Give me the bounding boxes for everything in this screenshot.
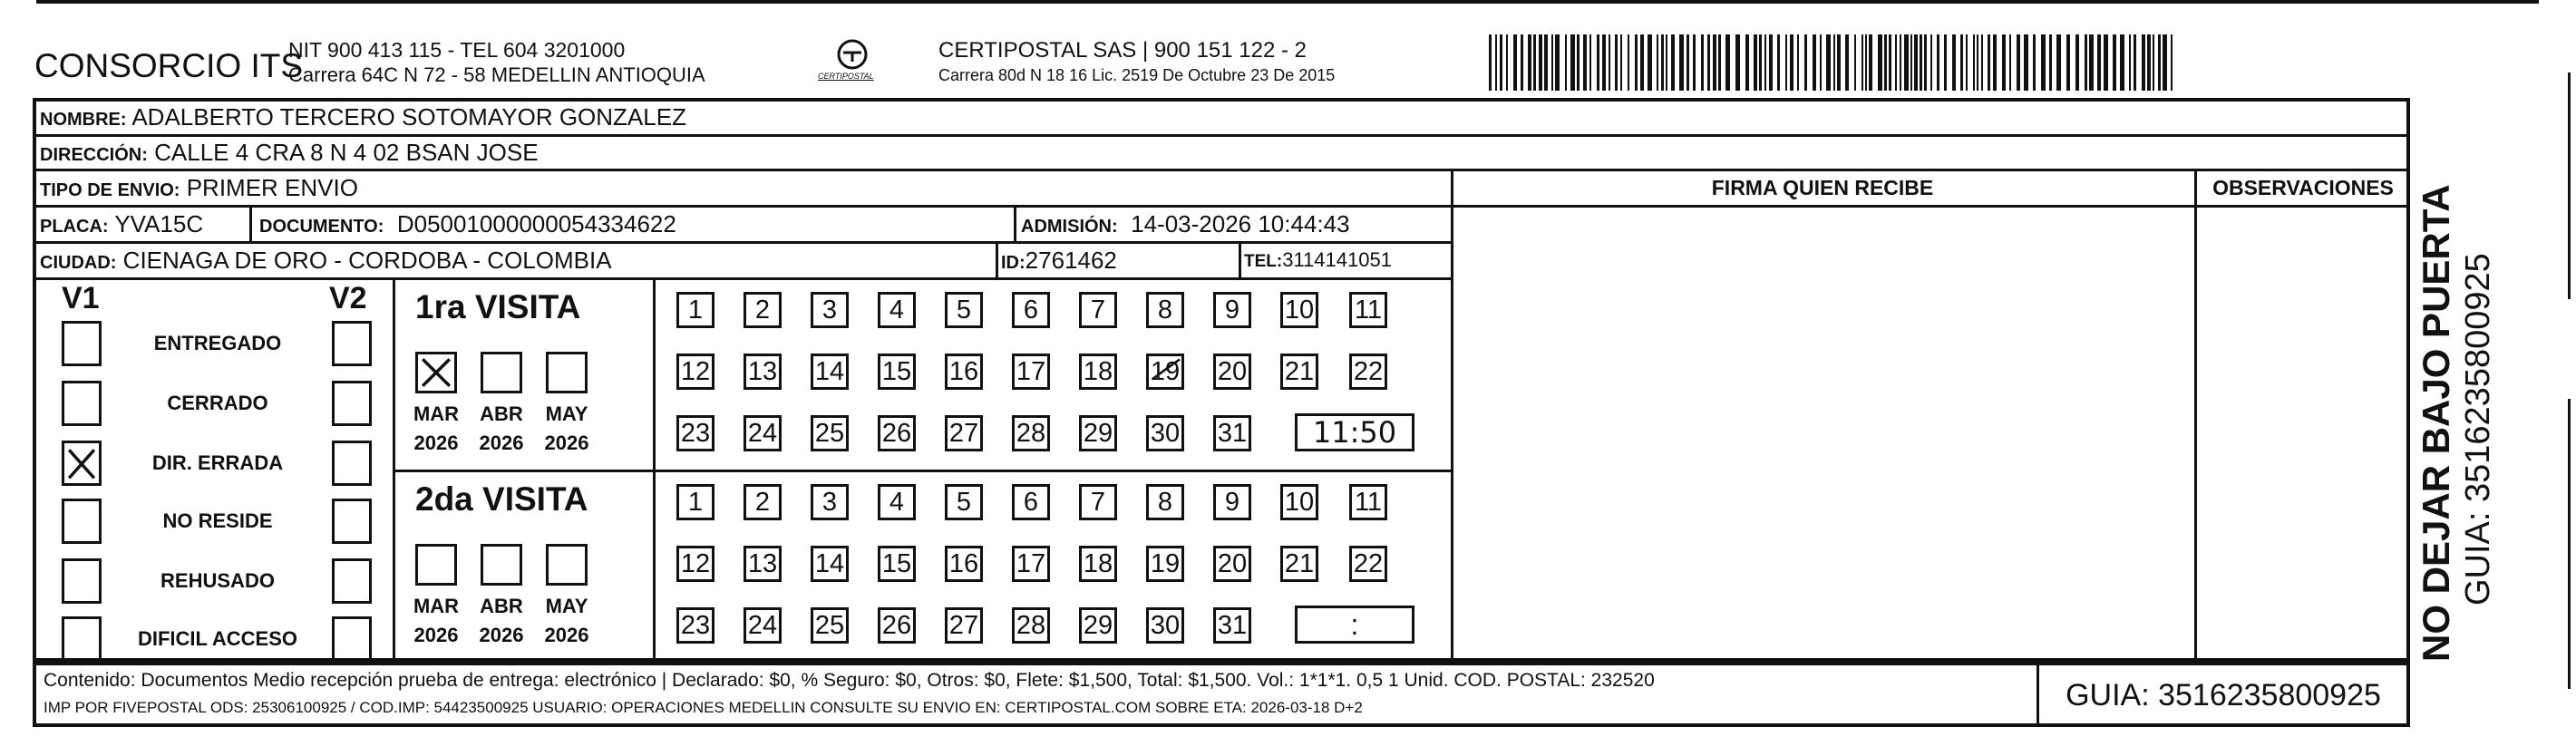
day-box[interactable] (1012, 415, 1050, 451)
day-box[interactable] (878, 546, 916, 582)
day-box[interactable] (878, 292, 916, 328)
status-label: ENTREGADO (153, 332, 282, 354)
visit-title: 1ra VISITA (415, 288, 581, 325)
day-number: 25 (814, 419, 845, 448)
day-box[interactable] (1079, 546, 1117, 582)
day-box[interactable] (744, 546, 782, 582)
day-box[interactable] (811, 354, 849, 390)
v2-checkbox[interactable] (332, 558, 372, 604)
day-box[interactable] (676, 546, 714, 582)
day-number: 8 (1157, 296, 1173, 325)
side-guia: GUIA: 3516235800925 (2459, 253, 2497, 606)
v2-checkbox[interactable] (332, 499, 372, 544)
day-box[interactable] (945, 415, 983, 451)
scan-edge (2568, 73, 2571, 299)
day-number: 15 (881, 549, 912, 578)
day-number: 1 (687, 488, 704, 517)
signature-label: FIRMA QUIEN RECIBE (1711, 176, 1934, 199)
name-value: ADALBERTO TERCERO SOTOMAYOR GONZALEZ (131, 103, 686, 131)
v2-header: V2 (329, 281, 367, 315)
day-number: 6 (1023, 296, 1039, 325)
day-number: 12 (680, 357, 711, 386)
type-value: PRIMER ENVIO (186, 174, 358, 201)
admission-value: 14-03-2026 10:44:43 (1131, 210, 1350, 237)
day-number: 3 (821, 488, 838, 517)
footer-line-1: Contenido: Documentos Medio recepción prueba de entrega: electrónico | Declarado: $0, % Seguro: $0, Otros: $0, Flete: $1,500, Total: $1,500. Vol.: 1*1*1. 0,5 1 Unid. COD. POSTAL: 232520 (44, 670, 1655, 691)
day-number: 7 (1090, 488, 1106, 517)
day-box[interactable] (1213, 607, 1251, 644)
day-box[interactable] (945, 546, 983, 582)
carrier-name: CERTIPOSTAL SAS | 900 151 122 - 2 (938, 38, 1307, 63)
day-number: 21 (1284, 549, 1315, 578)
day-number: 15 (881, 357, 912, 386)
status-label: DIR. ERRADA (151, 451, 284, 474)
visit-time-field[interactable]: : (1295, 606, 1414, 644)
month-checkbox[interactable] (546, 352, 588, 393)
month-checkbox[interactable] (481, 352, 522, 393)
month-checkbox[interactable] (415, 544, 457, 586)
admission-field (1021, 212, 1350, 236)
month-name: MAR (413, 402, 460, 425)
day-box[interactable] (1213, 354, 1251, 390)
day-box[interactable] (744, 415, 782, 451)
day-number: 28 (1016, 419, 1046, 448)
month-name: MAR (413, 595, 460, 617)
day-box[interactable] (945, 354, 983, 390)
day-number: 25 (814, 611, 845, 640)
visit-time-field[interactable]: 11:50 (1295, 413, 1414, 451)
day-number: 8 (1157, 488, 1173, 517)
day-number: 22 (1353, 549, 1384, 578)
month-checkbox[interactable] (481, 544, 522, 586)
side-notice (2417, 98, 2526, 662)
day-number: 31 (1217, 611, 1248, 640)
city-value: CIENAGA DE ORO - CORDOBA - COLOMBIA (122, 247, 612, 274)
day-number: 27 (948, 611, 979, 640)
month-name: MAY (545, 402, 588, 425)
day-box[interactable] (1079, 354, 1117, 390)
scan-edge (2568, 399, 2571, 689)
day-box[interactable] (744, 292, 782, 328)
carrier-address: Carrera 80d N 18 16 Lic. 2519 De Octubre 23 De 2015 (938, 66, 1336, 84)
id-field (1001, 248, 1117, 272)
day-box[interactable] (811, 546, 849, 582)
day-number: 2 (754, 296, 771, 325)
month-year: 2026 (413, 624, 459, 646)
day-number: 23 (680, 611, 711, 640)
v1-checkbox[interactable] (62, 321, 102, 366)
day-box[interactable] (1079, 607, 1117, 644)
document-field (259, 212, 676, 236)
day-box[interactable] (811, 607, 849, 644)
day-box[interactable] (1012, 546, 1050, 582)
day-box[interactable] (676, 354, 714, 390)
city-label: CIUDAD: (40, 253, 117, 273)
rule (395, 470, 1453, 472)
v2-checkbox[interactable] (332, 441, 372, 486)
day-box[interactable] (1146, 484, 1184, 520)
rule (33, 169, 2410, 171)
status-label: DIFICIL ACCESO (137, 627, 297, 650)
rule (1014, 205, 1016, 243)
day-number: 17 (1016, 549, 1046, 578)
scan-edge (36, 0, 2539, 4)
day-number: 19 (1150, 357, 1181, 386)
x-mark-icon (64, 443, 99, 483)
day-box[interactable] (676, 607, 714, 644)
name-field (40, 105, 686, 129)
status-label: NO RESIDE (162, 509, 273, 532)
day-number: 18 (1083, 549, 1113, 578)
day-box[interactable] (878, 415, 916, 451)
strike-mark-icon (1149, 356, 1181, 387)
rule (653, 277, 656, 662)
month-checkbox[interactable] (415, 352, 457, 393)
day-number: 24 (747, 611, 778, 640)
id-label: ID: (1001, 253, 1026, 273)
signature-area[interactable] (1453, 208, 2193, 661)
day-number: 29 (1083, 419, 1113, 448)
day-number: 26 (881, 419, 912, 448)
day-box[interactable] (744, 607, 782, 644)
day-number: 24 (747, 419, 778, 448)
type-field (40, 176, 358, 199)
day-number: 30 (1150, 419, 1181, 448)
tel-value: 3114141051 (1282, 248, 1392, 271)
v1-checkbox[interactable] (62, 441, 102, 486)
status-label: CERRADO (167, 392, 268, 414)
day-number: 14 (814, 549, 845, 578)
day-box[interactable] (1349, 292, 1387, 328)
day-box[interactable] (878, 484, 916, 520)
day-box[interactable] (1213, 415, 1251, 451)
type-label: TIPO DE ENVIO: (40, 180, 180, 200)
address-field (40, 141, 539, 164)
day-number: 20 (1217, 549, 1248, 578)
footer-line-2: IMP POR FIVEPOSTAL ODS: 25306100925 / COD.IMP: 54423500925 USUARIO: OPERACIONES MEDELLIN CONSULTE SU ENVIO EN: CERTIPOSTAL.COM SOBRE ETA: 2026-03-18 D+2 (44, 699, 1363, 716)
day-box[interactable] (878, 354, 916, 390)
month-year: 2026 (544, 431, 589, 454)
day-number: 19 (1150, 549, 1181, 578)
day-box[interactable] (1280, 354, 1318, 390)
day-number: 21 (1284, 357, 1315, 386)
address-value: CALLE 4 CRA 8 N 4 02 BSAN JOSE (154, 139, 539, 166)
document-label: DOCUMENTO: (259, 217, 384, 237)
day-box[interactable] (1146, 292, 1184, 328)
day-box[interactable] (1012, 354, 1050, 390)
day-box[interactable] (676, 415, 714, 451)
day-number: 29 (1083, 611, 1113, 640)
rule (2036, 662, 2039, 727)
footer-guia: GUIA: 3516235800925 (2066, 678, 2381, 712)
day-number: 27 (948, 419, 979, 448)
rule (1239, 243, 1241, 279)
visit-title: 2da VISITA (415, 480, 588, 518)
address-label: DIRECCIÓN: (40, 145, 148, 165)
day-number: 31 (1217, 419, 1248, 448)
day-box[interactable] (878, 607, 916, 644)
day-box[interactable] (1079, 292, 1117, 328)
observations-area[interactable] (2197, 208, 2407, 661)
month-name: ABR (480, 595, 523, 617)
day-box[interactable] (945, 607, 983, 644)
plate-value: YVA15C (114, 210, 204, 237)
city-field (40, 248, 612, 272)
day-number: 11 (1354, 488, 1383, 517)
company-address: Carrera 64C N 72 - 58 MEDELLIN ANTIOQUIA (288, 63, 705, 86)
tel-label: TEL: (1244, 252, 1283, 271)
day-number: 10 (1284, 488, 1315, 517)
v2-checkbox[interactable] (332, 381, 372, 426)
day-box[interactable] (1079, 415, 1117, 451)
day-box[interactable] (1349, 354, 1387, 390)
day-box[interactable] (1213, 292, 1251, 328)
plate-field (40, 212, 203, 236)
day-box[interactable] (1146, 607, 1184, 644)
day-number: 20 (1217, 357, 1248, 386)
month-name: MAY (545, 595, 588, 617)
x-mark-icon (418, 354, 454, 391)
month-year: 2026 (479, 431, 524, 454)
document-value: D05001000000054334622 (396, 210, 676, 237)
v2-checkbox[interactable] (332, 321, 372, 366)
day-number: 17 (1016, 357, 1046, 386)
day-box[interactable] (1079, 484, 1117, 520)
day-box[interactable] (1280, 484, 1318, 520)
day-number: 12 (680, 549, 711, 578)
day-box[interactable] (676, 292, 714, 328)
day-box[interactable] (945, 292, 983, 328)
day-number: 7 (1090, 296, 1106, 325)
v1-checkbox[interactable] (62, 499, 102, 544)
logo-text: CERTIPOSTAL (818, 72, 874, 81)
day-box[interactable] (811, 292, 849, 328)
month-year: 2026 (544, 624, 589, 646)
v1-checkbox[interactable] (62, 616, 102, 662)
id-value: 2761462 (1025, 247, 1117, 274)
day-number: 4 (889, 296, 905, 325)
day-box[interactable] (811, 415, 849, 451)
day-number: 30 (1150, 611, 1181, 640)
rule (996, 243, 998, 279)
month-year: 2026 (479, 624, 524, 646)
day-number: 14 (814, 357, 845, 386)
day-box[interactable] (1012, 292, 1050, 328)
observations-label: OBSERVACIONES (2212, 176, 2394, 199)
admission-label: ADMISIÓN: (1021, 217, 1118, 237)
month-checkbox[interactable] (546, 544, 588, 586)
barcode (1487, 34, 2176, 91)
day-number: 10 (1284, 296, 1315, 325)
day-number: 9 (1224, 296, 1240, 325)
month-name: ABR (480, 402, 523, 425)
day-box[interactable] (945, 484, 983, 520)
day-box[interactable] (1349, 546, 1387, 582)
day-number: 6 (1023, 488, 1039, 517)
day-number: 5 (956, 488, 972, 517)
status-label: REHUSADO (160, 569, 275, 592)
plate-label: PLACA: (40, 217, 109, 237)
day-number: 22 (1353, 357, 1384, 386)
certipostal-logo (816, 36, 889, 92)
day-number: 3 (821, 296, 838, 325)
v1-header: V1 (62, 281, 100, 315)
day-box[interactable] (744, 484, 782, 520)
rule (33, 134, 2410, 137)
day-number: 5 (956, 296, 972, 325)
day-number: 16 (948, 549, 979, 578)
day-number: 16 (948, 357, 979, 386)
month-year: 2026 (413, 431, 459, 454)
day-number: 9 (1224, 488, 1240, 517)
day-number: 4 (889, 488, 905, 517)
v1-checkbox[interactable] (62, 558, 102, 604)
tel-field (1244, 250, 1392, 270)
day-box[interactable] (1349, 484, 1387, 520)
name-label: NOMBRE: (40, 110, 127, 130)
day-box[interactable] (1146, 354, 1184, 390)
day-number: 18 (1083, 357, 1113, 386)
company-nit: NIT 900 413 115 - TEL 604 3201000 (288, 38, 626, 62)
day-number: 28 (1016, 611, 1046, 640)
day-box[interactable] (676, 484, 714, 520)
day-number: 11 (1354, 296, 1383, 325)
v1-checkbox[interactable] (62, 381, 102, 426)
company-name: CONSORCIO ITS (34, 47, 304, 84)
day-number: 23 (680, 419, 711, 448)
day-box[interactable] (1146, 415, 1184, 451)
day-box[interactable] (1012, 607, 1050, 644)
day-box[interactable] (1012, 484, 1050, 520)
day-number: 13 (747, 549, 778, 578)
day-box[interactable] (1146, 546, 1184, 582)
day-number: 2 (754, 488, 771, 517)
v2-checkbox[interactable] (332, 616, 372, 662)
day-box[interactable] (1280, 546, 1318, 582)
day-box[interactable] (744, 354, 782, 390)
rule (249, 205, 252, 243)
day-number: 1 (687, 296, 704, 325)
day-number: 26 (881, 611, 912, 640)
side-warning: NO DEJAR BAJO PUERTA (2415, 184, 2457, 662)
day-number: 13 (747, 357, 778, 386)
day-box[interactable] (1213, 484, 1251, 520)
day-box[interactable] (811, 484, 849, 520)
day-box[interactable] (1280, 292, 1318, 328)
day-box[interactable] (1213, 546, 1251, 582)
